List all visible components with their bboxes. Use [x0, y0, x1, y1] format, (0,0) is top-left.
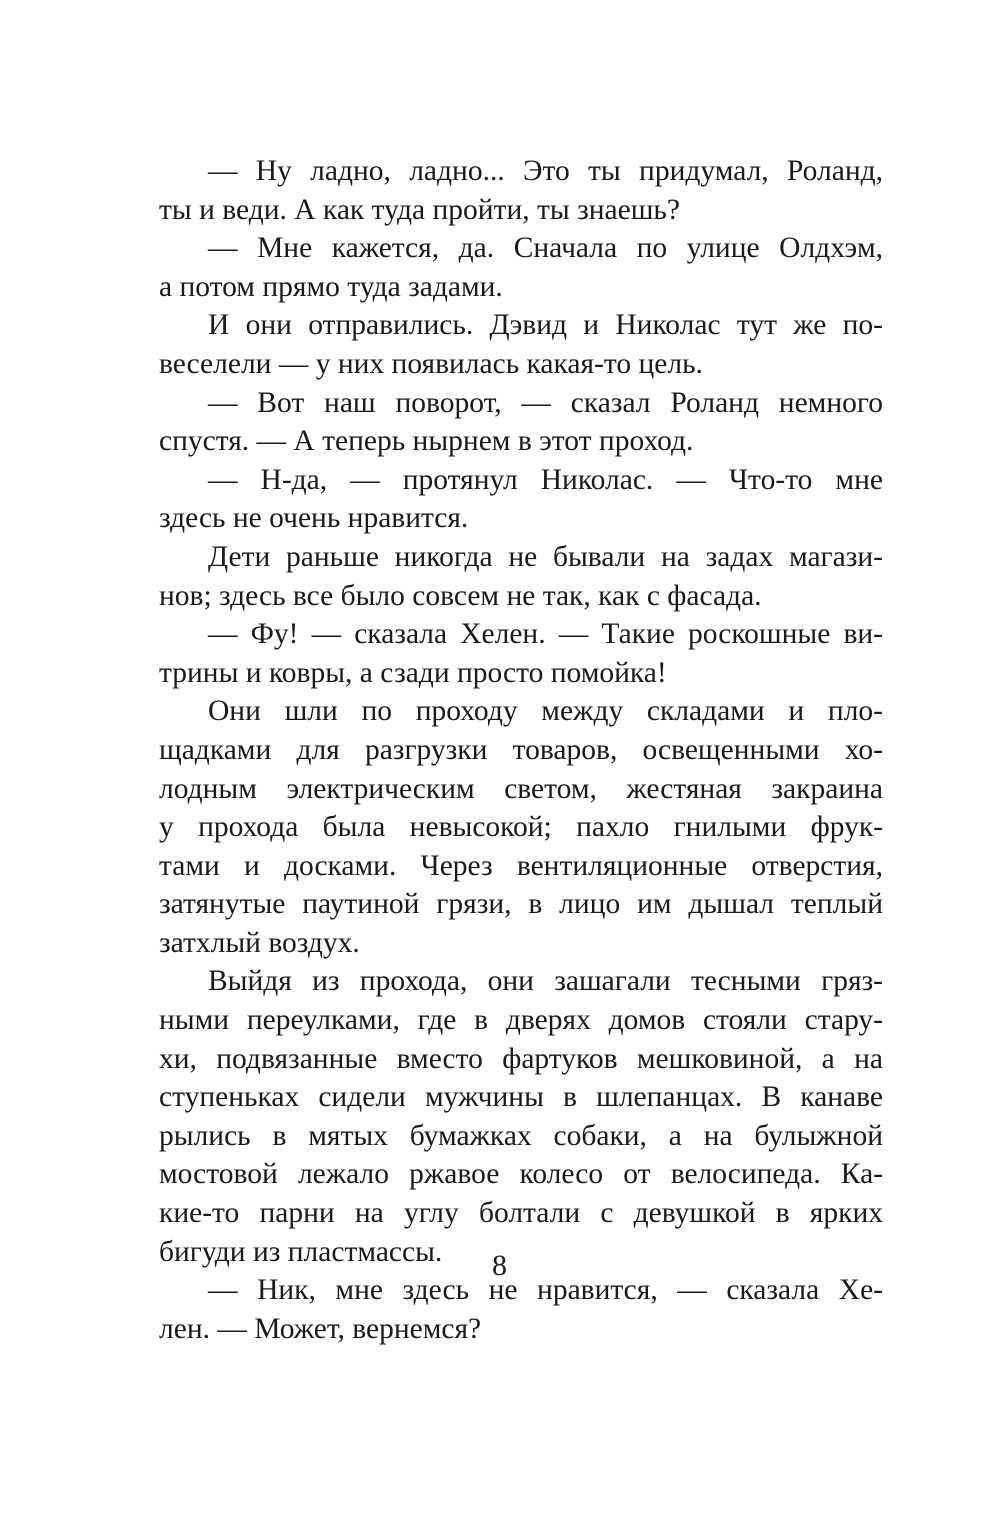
text-line: ными переулками, где в дверях домов стояли стару- [159, 1004, 883, 1037]
text-line: лодным электрическим светом, жестяная закраина [159, 772, 883, 805]
text-line: — Н-да, — протянул Николас. — Что-то мне [208, 463, 883, 496]
text-line: кие-то парни на углу болтали с девушкой в ярких [159, 1197, 883, 1230]
text-line: хи, подвязанные вместо фартуков мешковиной, а на [159, 1042, 883, 1075]
body-text [159, 152, 883, 1348]
text-line: трины и ковры, а сзади просто помойка! [159, 656, 667, 689]
text-line: здесь не очень нравится. [159, 502, 469, 535]
text-line: Они шли по проходу между складами и пло- [208, 695, 883, 728]
text-line: веселели — у них появилась какая-то цель. [159, 347, 703, 380]
text-line: бигуди из пластмассы. [159, 1235, 443, 1268]
text-line: затянутые паутиной грязи, в лицо им дышал теплый [159, 888, 883, 921]
text-line: а потом прямо туда задами. [159, 270, 503, 303]
text-line: у прохода была невысокой; пахло гнилыми фрук- [159, 811, 883, 844]
text-line: ты и веди. А как туда пройти, ты знаешь? [159, 193, 680, 226]
text-line: — Ну ладно, ладно... Это ты придумал, Роланд, [208, 155, 883, 187]
text-line: спустя. — А теперь нырнем в этот проход. [159, 425, 694, 458]
text-line: щадками для разгрузки товаров, освещенными хо- [159, 733, 883, 766]
text-line: Дети раньше никогда не бывали на задах магази- [208, 540, 883, 573]
text-line: лен. — Может, вернемся? [159, 1312, 482, 1345]
text-line: тами и досками. Через вентиляционные отверстия, [159, 849, 883, 882]
text-line: — Мне кажется, да. Сначала по улице Олдхэм, [208, 232, 883, 265]
text-line: И они отправились. Дэвид и Николас тут же по- [208, 309, 883, 342]
page-number: 8 [492, 1249, 507, 1282]
text-line: — Ник, мне здесь не нравится, — сказала Хе- [208, 1274, 883, 1307]
text-line: — Вот наш поворот, — сказал Роланд немного [208, 386, 883, 419]
text-line: Выйдя из прохода, они зашагали тесными гряз- [208, 965, 883, 998]
text-line: — Фу! — сказала Хелен. — Такие роскошные ви- [208, 618, 883, 651]
text-line: рылись в мятых бумажках собаки, а на булыжной [159, 1119, 883, 1152]
text-line: нов; здесь все было совсем не так, как с фасада. [159, 579, 762, 612]
text-line: затхлый воздух. [159, 926, 360, 959]
text-line: мостовой лежало ржавое колесо от велосипеда. Ка- [159, 1158, 883, 1191]
text-line: ступеньках сидели мужчины в шлепанцах. В канаве [159, 1081, 883, 1114]
